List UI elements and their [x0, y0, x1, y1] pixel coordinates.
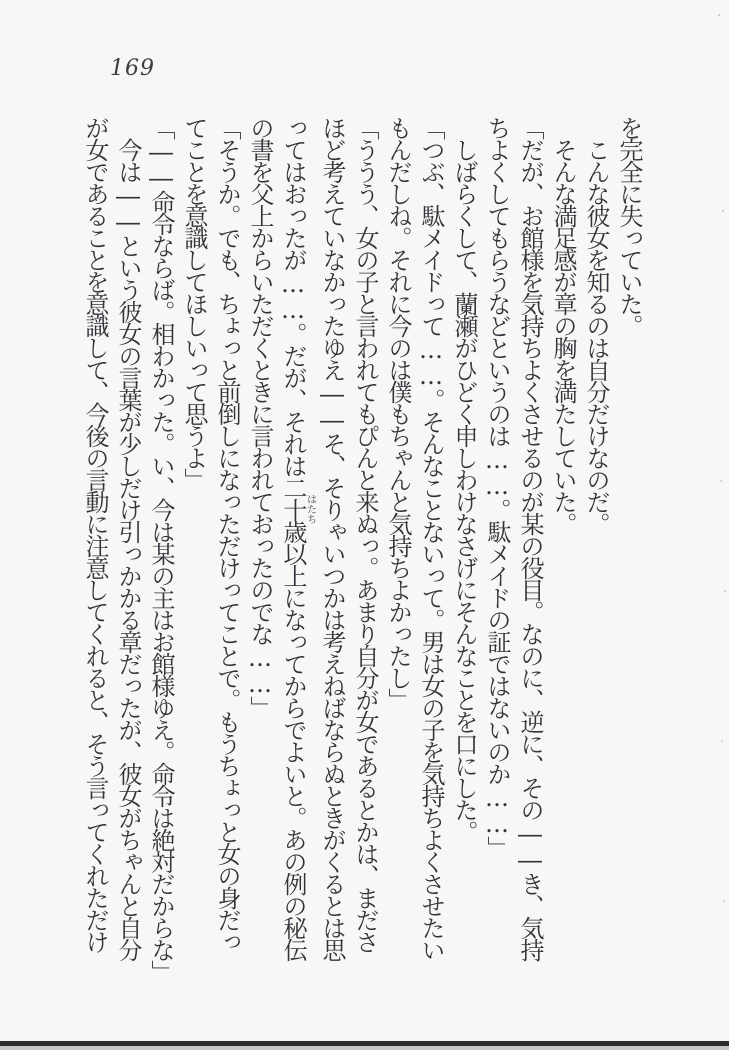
text-column: 「ううう、女の子と言われてもぴんと来ぬっ。あまり自分が女であるとかは、まださ — [351, 116, 379, 952]
text-column: 「そうか。でも、ちょっと前倒しになっただけってことで。もうちょっと女の身だっ — [213, 116, 241, 952]
text-columns — [78, 116, 645, 982]
text-column: ほど考えていなかったゆえ――そ、そりゃいつかは考えねばならぬときがくるとは思 — [318, 116, 346, 960]
text-column: そんな満足感が章の胸を満たしていた。 — [549, 138, 577, 534]
text-column: 「だが、お館様を気持ちよくさせるのが某の役目。なのに、逆に、その――き、気持 — [516, 116, 544, 960]
text-column: を完全に失っていた。 — [615, 116, 643, 336]
text-column: 「つぶ、駄メイドって……。そんなことないって。男は女の子を気持ちよくさせたい — [417, 116, 445, 960]
ruby-annotation: 二十歳はたち — [279, 476, 316, 542]
text-column: しばらくして、蘭瀬がひどく申しわけなさげにそんなことを口にした。 — [450, 138, 478, 842]
text-column: が女であることを意識して、今後の言動に注意してくれると、そう言ってくれただけ — [81, 116, 109, 952]
text-column: 「――命令ならば。相わかった。い、今は某の主はお館様ゆえ。命令は絶対だからな」 — [147, 116, 175, 982]
page-number: 169 — [110, 56, 155, 81]
scan-specks — [718, 14, 720, 16]
text-column: 今は――という彼女の言葉が少しだけ引っかかる章だったが、彼女がちゃんと自分 — [114, 138, 142, 960]
text-column: こんな彼女を知るのは自分だけなのだ。 — [582, 138, 610, 534]
text-column: もんだしね。それに今のは僕もちゃんと気持ちよかったし」 — [384, 116, 412, 710]
text-column: ちよくしてもらうなどというのは……。駄メイドの証ではないのか……」 — [483, 116, 511, 858]
text-column: の書を父上からいただくときに言われておったのでな……」 — [246, 116, 274, 718]
page-bottom-margin — [0, 1046, 729, 1050]
text-column: ってはおったが……。だが、それは二十歳はたち以上になってからでよいと。あの例の秘伝 — [279, 116, 316, 960]
text-column: てことを意識してほしいって思うよ」 — [180, 116, 208, 490]
